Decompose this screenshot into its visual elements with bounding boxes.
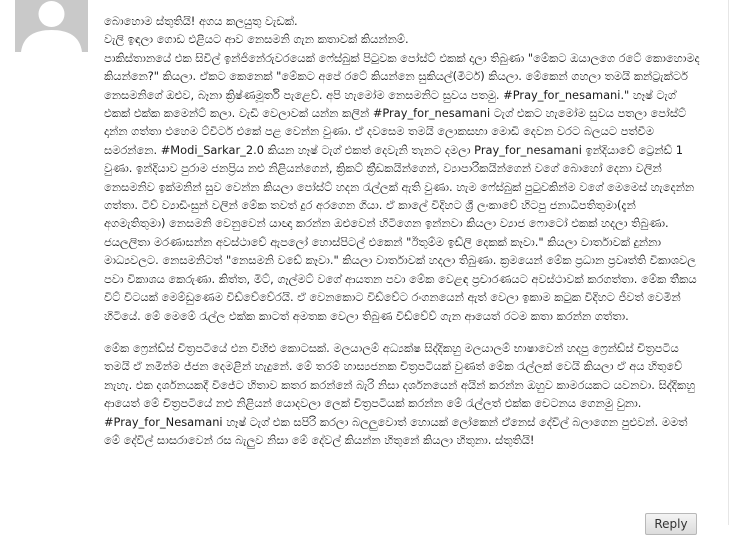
- comment-paragraph: මේක ෆ්‍රෙන්ඩ්ස් චිත්‍රපටියේ එන විහිළු කොටසක්. මලයාලම් අධ්‍යක්ෂ සිද්දිකහු මලයාලම් භාෂාවෙන් හදපු ෆ්‍රෙන්ඩ්ස් චිත්‍රපටිය තමයි ඒ නමින්ම ජ්ජන දෙමළින් හැදුනේ. මේ තරම් හාස්‍යජනක චිත්‍රපටියක් වුණත් මේක රැල්ලක් වෙයි කියලා ඒ අය හිතුවේ නැහැ. එක දර්ශනයකදී විජේට හිතාව කතර කරන්නේ බැරි නිසා දර්ශනයෙන් අයින් කරන්න ඔහුව කාමරයකට යවනවා. සිද්දිකහු ආයෙත් මේ චිත්‍රපටියේ නළු නිළියන් යොදවලා ලෙක් චිත්‍රපටියක් කරන්න මේ රැල්ලත් එක්ක චෙටනය ගෙනමු වුනා. #Pray_for_Nesamani හෑෂ් ටැග් එක සපිරි කරලා බලලුවොත් හොයක් ලෝකෙන් ඒනෙස් දේවිල් බලාගෙන පුළුවන්. මමත් මේ දේවිල් සාසරාවෙන් රස බැලුව නිසා මේ දේවල් කියන්න හිතුනේ කියලා හිතුනා. ස්තුතියි!: [104, 340, 696, 447]
- comment-paragraph: බොහොම ස්තුතියි! අගය කලයුතු වැඩක්.: [104, 14, 298, 28]
- divider: [728, 0, 729, 525]
- default-user-icon: [15, 0, 88, 52]
- comment-paragraph: පාකිස්තානයේ එක සිවිල් ඉන්ජිනේරුවරයෙක් ෆේස්බුක් පිටුවක පෝස්ට් එකක් දාලා තිබුණා "මේකට ඔයාලගෙ රටේ කොහොමද කියන්නෙ?" කියලා. ඒකට කෙනෙක් "මේකට අපේ රටේ කියන්නෙ සුකියල්(මීටර්) කියලා. මේකෙන් ගහලා තමයි කන්ට්‍රැක්ටර් නෙසමනිගේ ඔළුව, බෑනා ක්‍රිෂ්ණමූර්ති පැළෙව්. අපි හැමෝම නෙසමනිට සුවය පතමු. #Pray_for_nesamani." හෑෂ් ටැග් එකක් එක්ක කමෙන්ට් කලා. වැඩි වෙලාවක් යන්න කලින් #Pray_for_nesamani ටැග් එකට හැමෝම සුවය පතලා පෝස්ට් දාන්න ගත්තා එහෙම ට්විටර් එකේ පළ වෙන්න වුණා. ඒ දවසෙම තමයි ලොකසභා මොඩි දෙවන වරට බලයට පත්වීම සමරන්නෙ. #Modi_Sarkar_2.0 කියන හෑෂ් ටැග් එකත් දෙවැනි තැනට දමලා Pray_for_nesamani ඉන්දියාවේ ට්‍රෙන්ඩ් 1 වුණා. ඉන්දියාව පුරාම ජනප්‍රිය නළු නිළියන්ගෙන්, ක්‍රිකට් ක්‍රීඩකයින්ගෙන්, ව්‍යාපාරිකයින්ගෙන් වගේ බොහෝ දෙනා වලින් නෙසමනිව ඉක්මනින් සුව වෙන්න කියලා පෝස්ට් හදන රැල්ලක් ඇති වුණා. හැම ෆේස්බුක් පුටුවකින්ම වගේ මෙමෙස් හැදෙන්න ගත්තා. ටිව් ව්‍යාඩිංසුන් වලින් මේක තවත් දුර අරගෙන ගියා. ඒ කාලේ විදිහට ශ්‍රී ලංකාවේ හිටපු ජනාධිපතිතුමා(දැන් අගමැතිතුමා) නෙසමනි වෙනුවෙන් යාඥා කරන්න ඔළුවෙන් හිටිගෙන ඉන්නවා කියලා ව්‍යාජ ෆොටෝ එකක් හදලා තිබුණා. ජයලලිතා මරණාසන්න අවස්ථාවේ ඇපලෝ හොස්පිටල් එකෙන් "ඊතුම්ම ඉඩ්ලි දෙකක් කෑවා." කියලා වාර්තාවක් දුන්නා මාධ්‍යවලට. නෙසමනිටත් "නෙසමනි වඩේ කෑවා." කියලා වාර්තාවක් හදලා තිබුණා. ක්‍රමයෙන් මේක ප්‍රධාන ප්‍රවෘත්ති විකාශවල පවා විකාශය කෙරුණා. කිත්ත, මිට්, ගෑල්මට් වගේ ආයතන පවා මේක වෙළඳ ප්‍රචාරණයට අවස්ථාවක් කරගත්තා. මේක තීකය විට් විටයක් මෙම්ඩුණෙම විඩ්වේවේරයි. ඒ වෙනකොට විඩ්වේට රංගනයෙන් ඇත් වෙලා ඉකාම කටුක විදිහට ජීවත් වෙමින් හිටියේ. මේ මෙමේ රැල්ල එක්ක කාටත් අමතක වෙලා තිබුණ විඩ්වේව් ගැන ආයෙත් රටම කතා කරන්න ගත්තා.: [104, 50, 700, 323]
- avatar: [15, 0, 88, 52]
- reply-button[interactable]: Reply: [645, 513, 697, 535]
- comment-body: [104, 12, 700, 449]
- comment-paragraph: වැලි ඉඳලා ගොඩ එළියට ආව නෙසමනි ගැන කතාවක් කියන්නම්.: [104, 32, 409, 47]
